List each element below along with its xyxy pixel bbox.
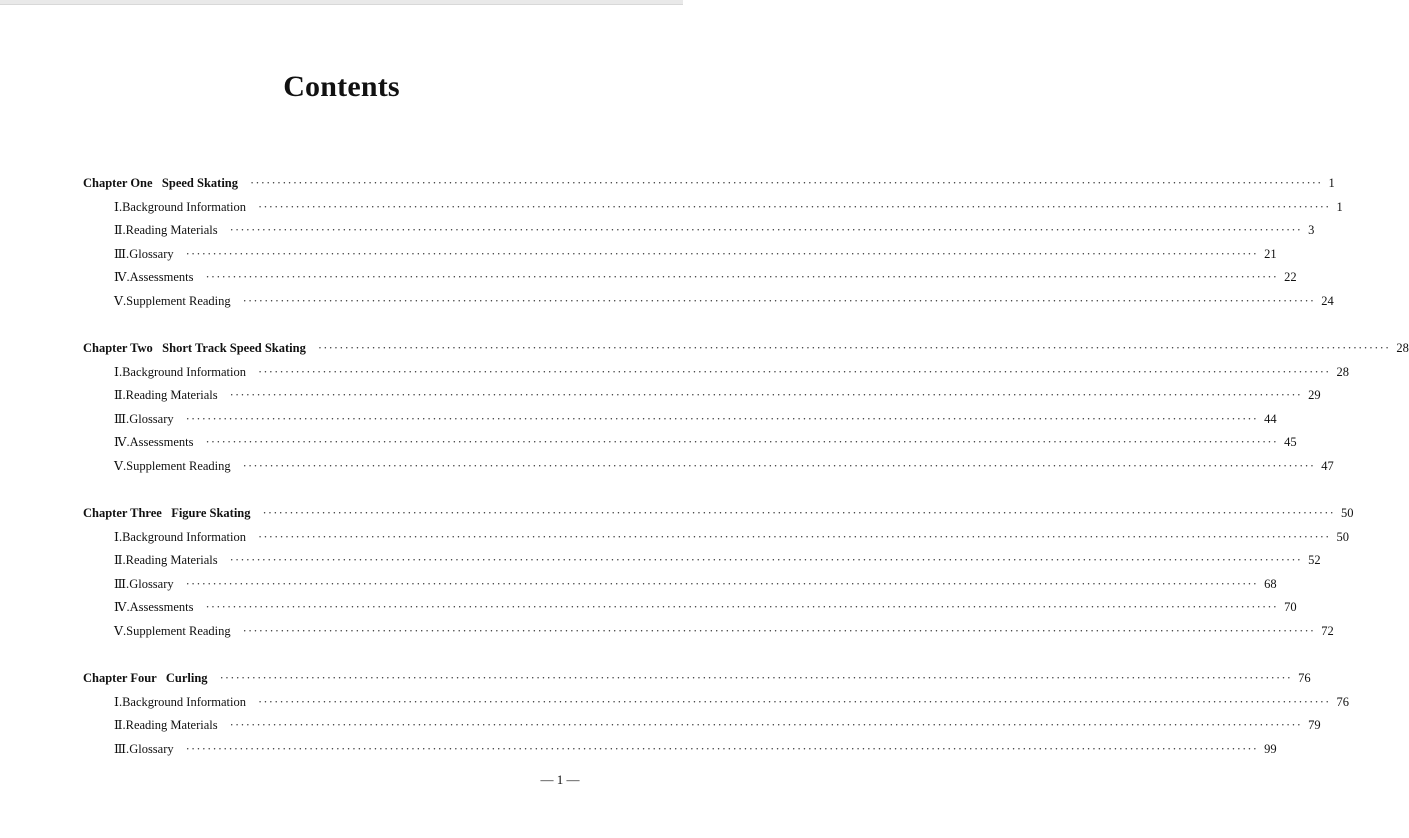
- chapter-page-number: 1: [1328, 176, 1335, 190]
- toc-chapter-entry[interactable]: [0, 668, 1311, 688]
- dot-leader: ········································································································································································································: [185, 741, 1259, 756]
- chapter-title: Chapter Three Figure Skating: [83, 506, 251, 520]
- section-title: Glossary: [129, 246, 174, 261]
- dot-leader: ········································································································································································································: [242, 459, 1316, 473]
- section-numeral: Ⅲ.: [114, 576, 130, 591]
- dot-leader: ········································································································································································································: [219, 671, 1293, 685]
- page-number-footer: — 1 —: [540, 772, 580, 787]
- section-title: Reading Materials: [125, 553, 218, 568]
- section-title: Glossary: [129, 576, 174, 591]
- toc-section-entry[interactable]: [0, 409, 1277, 429]
- dot-leader: ········································································································································································································: [250, 176, 1323, 190]
- dot-leader: ········································································································································································································: [205, 435, 1279, 450]
- dot-leader: ········································································································································································································: [229, 223, 1303, 238]
- section-page-number: 72: [1321, 624, 1334, 638]
- chapter-title: Chapter One Speed Skating: [83, 176, 239, 190]
- section-page-number: 3: [1308, 223, 1315, 238]
- section-title: Background Information: [122, 199, 247, 214]
- chapter-page-number: 50: [1341, 506, 1354, 520]
- section-title: Glossary: [129, 411, 174, 426]
- dot-leader: ········································································································································································································: [185, 411, 1259, 426]
- section-page-number: 1: [1336, 199, 1343, 214]
- section-page-number: 44: [1264, 411, 1277, 426]
- section-numeral: Ⅱ.: [114, 553, 126, 568]
- section-page-number: 79: [1308, 718, 1321, 733]
- toc-chapter-entry[interactable]: [0, 173, 1335, 193]
- section-numeral: Ⅳ.: [114, 270, 130, 285]
- section-page-number: 21: [1264, 246, 1277, 261]
- toc-section-entry[interactable]: [0, 550, 1321, 570]
- toc-section-entry[interactable]: [0, 574, 1277, 594]
- section-numeral: Ⅱ.: [114, 223, 126, 238]
- section-numeral: Ⅰ.: [114, 199, 123, 214]
- dot-leader: ········································································································································································································: [258, 364, 1331, 379]
- dot-leader: ········································································································································································································: [185, 576, 1259, 591]
- section-numeral: Ⅳ.: [114, 600, 130, 615]
- toc-section-entry[interactable]: [0, 197, 1343, 217]
- toc-section-entry[interactable]: [0, 715, 1321, 735]
- toc-section-entry[interactable]: [0, 621, 1334, 641]
- section-page-number: 45: [1284, 435, 1297, 450]
- section-numeral: Ⅰ.: [114, 364, 123, 379]
- section-page-number: 47: [1321, 459, 1334, 473]
- section-page-number: 68: [1264, 576, 1277, 591]
- section-title: Reading Materials: [125, 718, 218, 733]
- dot-leader: ········································································································································································································: [258, 529, 1331, 544]
- section-numeral: Ⅲ.: [114, 246, 130, 261]
- section-page-number: 28: [1336, 364, 1350, 379]
- section-title: Background Information: [122, 529, 247, 544]
- section-numeral: Ⅳ.: [114, 435, 130, 450]
- chapter-title: Chapter Two Short Track Speed Skating: [83, 341, 306, 355]
- toc-section-entry[interactable]: [0, 220, 1315, 240]
- section-page-number: 70: [1284, 600, 1297, 615]
- section-title: Assessments: [129, 600, 194, 615]
- page-title: Contents: [283, 70, 400, 103]
- section-page-number: 24: [1321, 294, 1334, 308]
- dot-leader: ········································································································································································································: [242, 294, 1316, 308]
- toc-section-entry[interactable]: [0, 527, 1350, 547]
- toc-section-entry[interactable]: [0, 456, 1334, 476]
- toc-section-entry[interactable]: [0, 692, 1350, 712]
- section-title: Reading Materials: [125, 388, 218, 403]
- dot-leader: ········································································································································································································: [317, 341, 1391, 355]
- toc-section-entry[interactable]: [0, 739, 1277, 759]
- toc-chapter-entry[interactable]: [0, 338, 1409, 358]
- section-page-number: 52: [1308, 553, 1321, 568]
- section-title: Supplement Reading: [126, 459, 231, 473]
- section-title: Supplement Reading: [126, 294, 231, 308]
- section-page-number: 76: [1336, 694, 1350, 709]
- section-page-number: 22: [1284, 270, 1297, 285]
- toc-section-entry[interactable]: [0, 597, 1297, 617]
- dot-leader: ········································································································································································································: [229, 388, 1303, 403]
- toc-section-entry[interactable]: [0, 385, 1321, 405]
- section-title: Assessments: [129, 435, 194, 450]
- toc-section-entry[interactable]: [0, 244, 1277, 264]
- section-page-number: 29: [1308, 388, 1321, 403]
- section-numeral: Ⅲ.: [114, 741, 130, 756]
- chapter-title: Chapter Four Curling: [83, 671, 208, 685]
- chapter-page-number: 28: [1396, 341, 1409, 355]
- section-numeral: Ⅴ.: [114, 624, 127, 638]
- dot-leader: ········································································································································································································: [185, 246, 1259, 261]
- toc-section-entry[interactable]: [0, 432, 1297, 452]
- toc-section-entry[interactable]: [0, 362, 1350, 382]
- section-title: Assessments: [129, 270, 194, 285]
- section-numeral: Ⅰ.: [114, 529, 123, 544]
- dot-leader: ········································································································································································································: [262, 506, 1336, 520]
- dot-leader: ········································································································································································································: [229, 553, 1303, 568]
- dot-leader: ········································································································································································································: [258, 199, 1331, 214]
- dot-leader: ········································································································································································································: [229, 718, 1303, 733]
- toc-section-entry[interactable]: [0, 291, 1334, 311]
- toc-section-entry[interactable]: [0, 267, 1297, 287]
- toc-chapter-entry[interactable]: [0, 503, 1354, 523]
- section-title: Reading Materials: [125, 223, 218, 238]
- section-numeral: Ⅱ.: [114, 718, 126, 733]
- dot-leader: ········································································································································································································: [242, 624, 1316, 638]
- section-numeral: Ⅰ.: [114, 694, 123, 709]
- section-numeral: Ⅲ.: [114, 411, 130, 426]
- dot-leader: ········································································································································································································: [258, 694, 1331, 709]
- section-numeral: Ⅴ.: [114, 459, 127, 473]
- section-page-number: 99: [1264, 741, 1277, 756]
- section-title: Supplement Reading: [126, 624, 231, 638]
- dot-leader: ········································································································································································································: [205, 600, 1279, 615]
- section-title: Background Information: [122, 694, 247, 709]
- chapter-page-number: 76: [1298, 671, 1311, 685]
- section-title: Background Information: [122, 364, 247, 379]
- section-page-number: 50: [1336, 529, 1350, 544]
- section-title: Glossary: [129, 741, 174, 756]
- dot-leader: ········································································································································································································: [205, 270, 1279, 285]
- section-numeral: Ⅴ.: [114, 294, 127, 308]
- section-numeral: Ⅱ.: [114, 388, 126, 403]
